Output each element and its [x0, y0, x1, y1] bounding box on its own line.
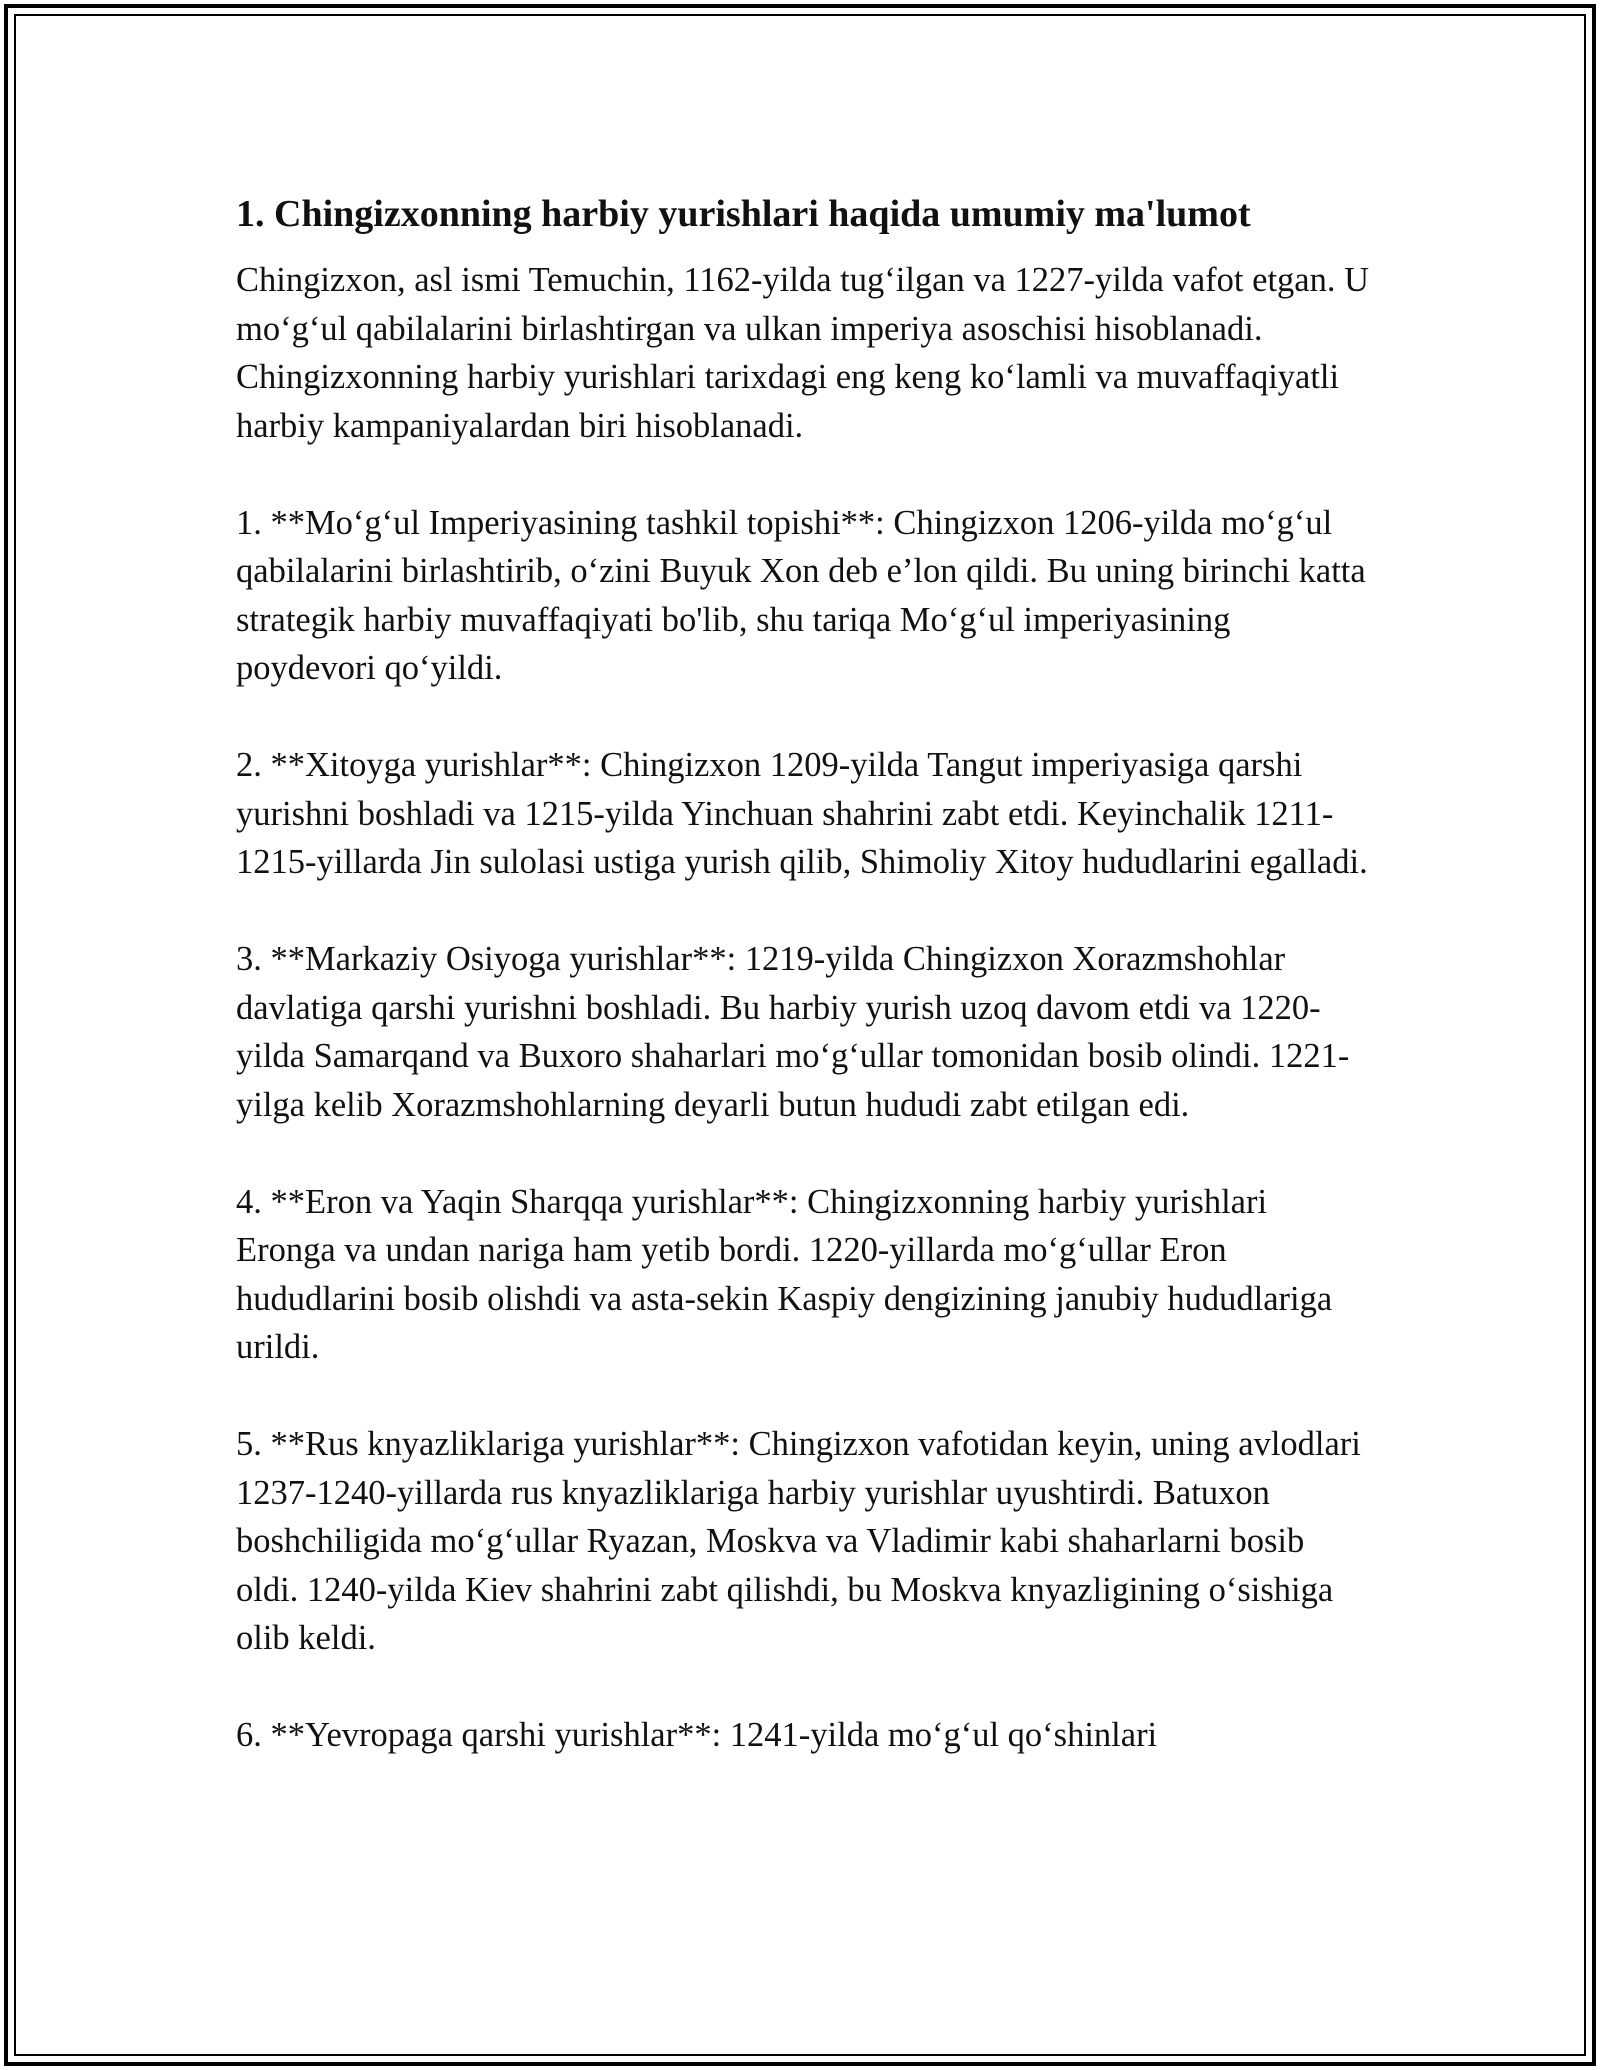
- section-europe-paragraph: 6. **Yevropaga qarshi yurishlar**: 1241-yilda mo‘g‘ul qo‘shinlari: [236, 1716, 1158, 1754]
- document-body: [236, 184, 1372, 1808]
- section-rus-paragraph: 5. **Rus knyazliklariga yurishlar**: Chingizxon vafotidan keyin, uning avlodlari 1237-1240-yillarda rus knyazliklariga harbiy yurishlar uyushtirdi. Batuxon boshchiligida mo‘g‘ullar Ryazan, Moskva va Vladimir kabi shaharlarni bosib oldi. 1240-yilda Kiev shahrini zabt qilishdi, bu Moskva knyazligining o‘sishiga olib keldi.: [236, 1425, 1361, 1657]
- document-title: 1. Chingizxonning harbiy yurishlari haqida umumiy ma'lumot: [236, 193, 1251, 235]
- section-central-asia-paragraph: 3. **Markaziy Osiyoga yurishlar**: 1219-yilda Chingizxon Xorazmshohlar davlatiga qarshi yurishni boshladi. Bu harbiy yurish uzoq davom etdi va 1220-yilda Samarqand va Buxoro shaharlari mo‘g‘ullar tomonidan bosib olindi. 1221-yilga kelib Xorazmshohlarning deyarli butun hududi zabt etilgan edi.: [236, 940, 1350, 1124]
- section-mongol-empire-paragraph: 1. **Mo‘g‘ul Imperiyasining tashkil topishi**: Chingizxon 1206-yilda mo‘g‘ul qabilalarini birlashtirib, o‘zini Buyuk Xon deb e’lon qildi. Bu uning birinchi katta strategik harbiy muvaffaqiyati bo'lib, shu tariqa Mo‘g‘ul imperiyasining poydevori qo‘yildi.: [236, 503, 1366, 687]
- intro-paragraph: Chingizxon, asl ismi Temuchin, 1162-yilda tug‘ilgan va 1227-yilda vafot etgan. U mo‘g‘ul qabilalarini birlashtirgan va ulkan imperiya asoschisi hisoblanadi. Chingizxonning harbiy yurishlari tarixdagi eng keng ko‘lamli va muvaffaqiyatli harbiy kampaniyalardan biri hisoblanadi.: [236, 261, 1370, 445]
- section-iran-paragraph: 4. **Eron va Yaqin Sharqqa yurishlar**: Chingizxonning harbiy yurishlari Eronga va undan nariga ham yetib bordi. 1220-yillarda mo‘g‘ullar Eron hududlarini bosib olishdi va asta-sekin Kaspiy dengizining janubiy hududlariga urildi.: [236, 1182, 1333, 1366]
- section-china-paragraph: 2. **Xitoyga yurishlar**: Chingizxon 1209-yilda Tangut imperiyasiga qarshi yurishni boshladi va 1215-yilda Yinchuan shahrini zabt etdi. Keyinchalik 1211-1215-yillarda Jin sulolasi ustiga yurish qilib, Shimoliy Xitoy hududlarini egalladi.: [236, 746, 1368, 881]
